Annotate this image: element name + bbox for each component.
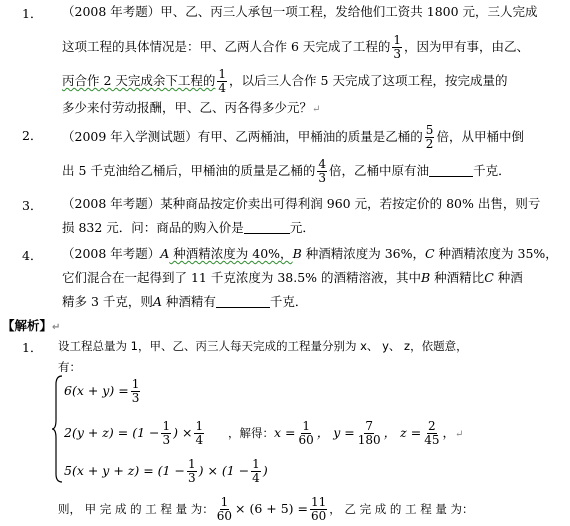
text: 丙合作 2 天完成余下工程的 <box>62 73 216 88</box>
solution-line-2: 有： <box>58 360 81 374</box>
text: 多少来付劳动报酬，甲、乙、丙各得多少元？ <box>62 100 313 115</box>
text: 损 832 元．问：商品的购入价是 <box>62 220 244 235</box>
numerator: 5 <box>425 123 434 137</box>
numerator: 1 <box>302 419 310 433</box>
text: ，以后三人合作 5 天完成了这项工程，按完成量的 <box>229 73 508 88</box>
numerator: 1 <box>195 419 204 433</box>
fraction <box>131 378 141 405</box>
fraction <box>425 124 435 151</box>
denominator: 4 <box>218 81 227 95</box>
problem-3-number: 3． <box>22 198 43 213</box>
problem-3-line-2 <box>62 218 315 238</box>
denominator: 3 <box>318 171 327 185</box>
numerator: 2 <box>428 419 436 433</box>
equation-1 <box>64 378 142 405</box>
denominator: 180 <box>357 433 381 447</box>
denominator: 4 <box>252 471 260 485</box>
var: B <box>292 246 302 261</box>
denominator: 2 <box>425 137 434 151</box>
text: 出 5 千克油给乙桶后，甲桶油的质量是乙桶的 <box>62 163 316 178</box>
text: ， y = <box>316 425 355 440</box>
fraction <box>251 458 261 485</box>
denominator: 3 <box>162 433 171 447</box>
text: 种酒精浓度为 40%， <box>169 246 293 261</box>
text: 种酒精比 <box>430 270 485 285</box>
text: 种酒精有 <box>161 294 216 309</box>
text: ) × <box>173 425 193 440</box>
text: 千克． <box>473 163 511 178</box>
text: 倍，乙桶中原有油 <box>329 163 430 178</box>
paragraph-mark-icon: ↵ <box>52 322 61 333</box>
fraction <box>216 496 233 523</box>
fraction <box>298 420 315 447</box>
problem-3-line-1: （2008 年考题）某种商品按定价卖出可得利润 960 元，若按定价的 80% 出售，则亏 <box>62 196 541 211</box>
denominator: 45 <box>424 433 440 447</box>
fraction <box>317 158 327 185</box>
numerator: 7 <box>365 419 374 433</box>
answer-blank <box>244 219 290 234</box>
answer-blank <box>429 162 473 177</box>
numerator: 1 <box>393 33 402 47</box>
denominator: 60 <box>216 509 233 523</box>
var: C <box>424 246 435 261</box>
fraction <box>392 34 402 61</box>
text: ， 乙 完 成 的 工 程 量 为： <box>329 502 474 516</box>
problem-1-line-3 <box>62 68 507 95</box>
denominator: 3 <box>187 471 196 485</box>
text: 元． <box>289 220 315 235</box>
text: 种酒精浓度为 36%， <box>301 246 425 261</box>
text: ， z = <box>383 425 422 440</box>
problem-2-line-1 <box>62 124 524 151</box>
problem-4-line-2 <box>62 268 523 288</box>
text: 这项工程的具体情况是：甲、乙两人合作 6 天完成了工程的 <box>62 39 391 54</box>
var: A <box>152 294 162 309</box>
solution-line-1: 设工程总量为 1，甲、乙、丙三人每天完成的工程量分别为 x、 y、 z，依题意， <box>58 339 468 353</box>
denominator: 4 <box>195 433 204 447</box>
text: ，解得： <box>228 426 274 440</box>
fraction <box>187 458 197 485</box>
fraction <box>161 420 171 447</box>
answer-blank <box>216 293 270 308</box>
var: B <box>421 270 431 285</box>
problem-2-line-2 <box>62 158 511 185</box>
var: A <box>160 246 170 261</box>
paragraph-mark-icon: ↵ <box>312 104 321 115</box>
problem-1-line-2 <box>62 34 529 61</box>
var: C <box>484 270 494 285</box>
fraction <box>423 420 440 447</box>
problem-4-line-3 <box>62 292 307 312</box>
solution-header <box>2 316 60 338</box>
denominator: 3 <box>131 391 140 405</box>
fraction <box>310 496 327 523</box>
numerator: 1 <box>218 67 227 81</box>
denominator: 60 <box>298 433 314 447</box>
numerator: 11 <box>311 495 327 509</box>
numerator: 4 <box>318 157 327 171</box>
denominator: 60 <box>311 509 327 523</box>
problem-4-number: 4． <box>22 248 43 263</box>
text: 种酒 <box>493 270 523 285</box>
fraction <box>357 420 382 447</box>
text: ，因为甲有事，由乙、 <box>404 39 530 54</box>
text: × (6 + 5) = <box>235 501 309 516</box>
denominator: 3 <box>393 47 402 61</box>
numerator: 1 <box>220 495 229 509</box>
numerator: 1 <box>162 419 171 433</box>
fraction <box>194 420 204 447</box>
text: （2008 年考题） <box>62 246 161 261</box>
text: x = <box>274 425 296 440</box>
text: 5(x + y + z) = (1 − <box>64 463 185 478</box>
problem-1-line-4 <box>62 98 320 120</box>
system-solution <box>228 420 463 447</box>
equation-3 <box>64 458 268 485</box>
problem-2-number: 2． <box>22 128 43 143</box>
text: （2009 年入学测试题）有甲、乙两桶油，甲桶油的质量是乙桶的 <box>62 129 423 144</box>
text: 精多 3 千克，则 <box>62 294 153 309</box>
text: ) × (1 − <box>198 463 250 478</box>
text: 6(x + y) = <box>64 383 129 398</box>
text: 千克． <box>269 294 308 309</box>
problem-1-number: 1． <box>22 6 43 21</box>
equation-2 <box>64 420 206 447</box>
system-brace <box>52 374 64 484</box>
text: ， <box>442 425 455 440</box>
text: 种酒精浓度为 35%， <box>434 246 558 261</box>
text: 则， 甲 完 成 的 工 程 量 为： <box>58 502 214 516</box>
problem-4-line-1 <box>62 244 558 264</box>
solution-last-line <box>58 496 474 523</box>
problem-1-line-1: （2008 年考题）甲、乙、丙三人承包一项工程，发给他们工资共 1800 元，三人完成 <box>62 4 538 19</box>
text: ) <box>262 463 268 478</box>
paragraph-mark-icon: ↵ <box>454 429 464 440</box>
fraction <box>217 68 227 95</box>
solution-1-number: 1． <box>22 340 43 355</box>
text: 【解析】 <box>2 318 53 333</box>
numerator: 1 <box>252 457 260 471</box>
text: 倍，从甲桶中倒 <box>436 129 524 144</box>
numerator: 1 <box>187 457 196 471</box>
text: 它们混合在一起得到了 11 千克浓度为 38.5% 的酒精溶液，其中 <box>62 270 422 285</box>
text: 2(y + z) = (1 − <box>64 425 160 440</box>
numerator: 1 <box>131 377 140 391</box>
